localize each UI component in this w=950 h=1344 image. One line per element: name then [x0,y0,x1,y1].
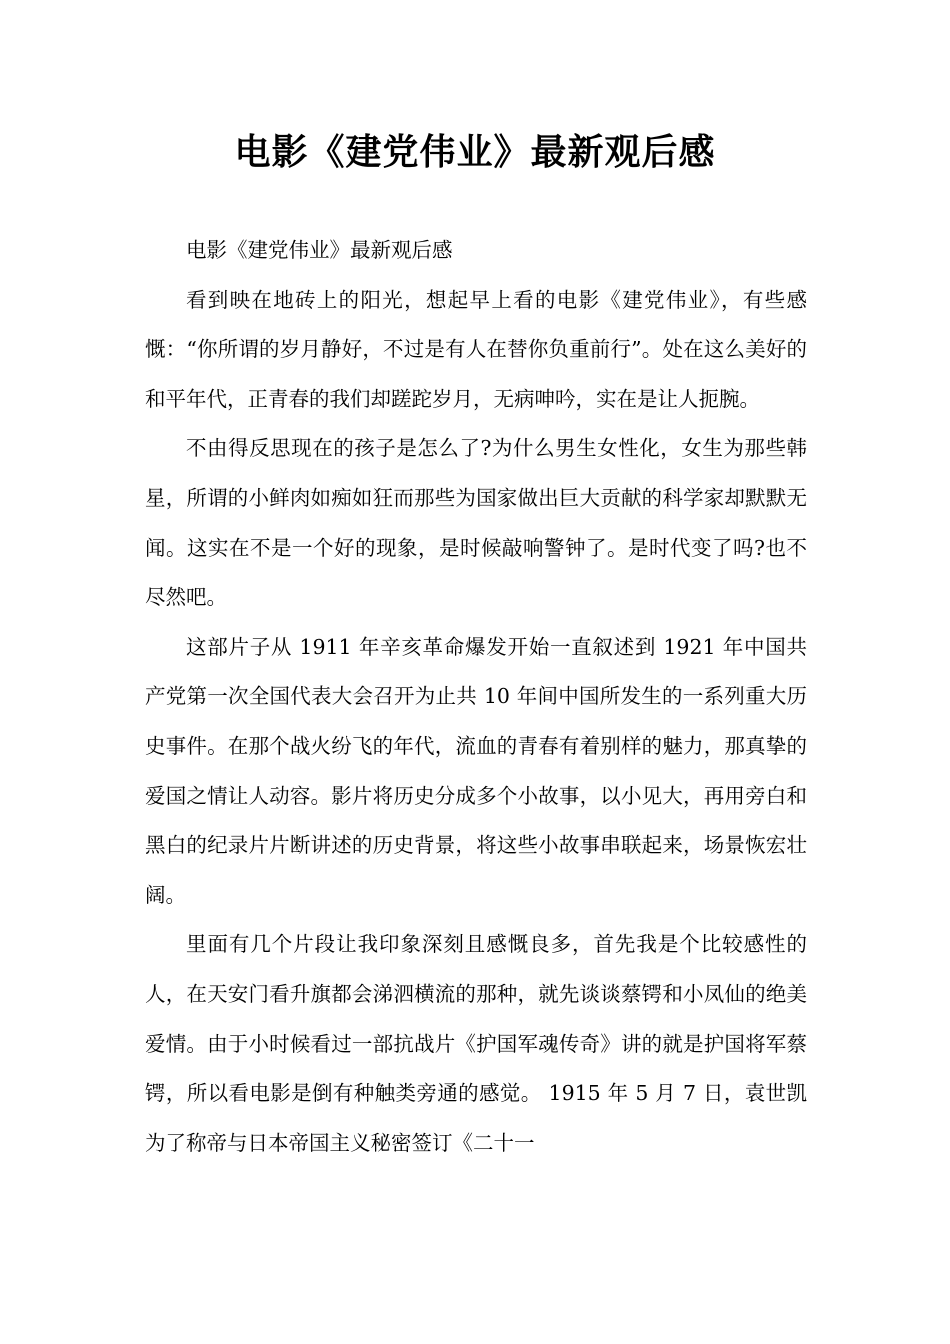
paragraph: 里面有几个片段让我印象深刻且感慨良多，首先我是个比较感性的人，在天安门看升旗都会涕泗横流的那种，就先谈谈蔡锷和小凤仙的绝美爱情。由于小时候看过一部抗战片《护国军魂传奇》讲的就是护国将军蔡锷，所以看电影是倒有种触类旁通的感觉。 1915 年 5 月 7 日，袁世凯为了称帝与日本帝国主义秘密签订《二十一 [145,932,807,1155]
paragraph: 看到映在地砖上的阳光，想起早上看的电影《建党伟业》，有些感慨：“你所谓的岁月静好，不过是有人在替你负重前行”。处在这么美好的和平年代，正青春的我们却蹉跎岁月，无病呻吟，实在是让人扼腕。 [145,287,807,411]
paragraph: 电影《建党伟业》最新观后感 [186,238,453,262]
paragraph: 这部片子从 1911 年辛亥革命爆发开始一直叙述到 1921 年中国共产党第一次全国代表大会召开为止共 10 年间中国所发生的一系列重大历史事件。在那个战火纷飞的年代，流血的青春有着别样的魅力，那真挚的爱国之情让人动容。影片将历史分成多个小故事，以小见大，再用旁白和黑白的纪录片片断讲述的历史背景，将这些小故事串联起来，场景恢宏壮阔。 [145,634,807,907]
document-title: 电影《建党伟业》最新观后感 [234,132,716,173]
document-body [145,226,807,1168]
paragraph: 不由得反思现在的孩子是怎么了?为什么男生女性化，女生为那些韩星，所谓的小鲜肉如痴如狂而那些为国家做出巨大贡献的科学家却默默无闻。这实在不是一个好的现象，是时候敲响警钟了。是时代变了吗?也不尽然吧。 [145,436,807,610]
